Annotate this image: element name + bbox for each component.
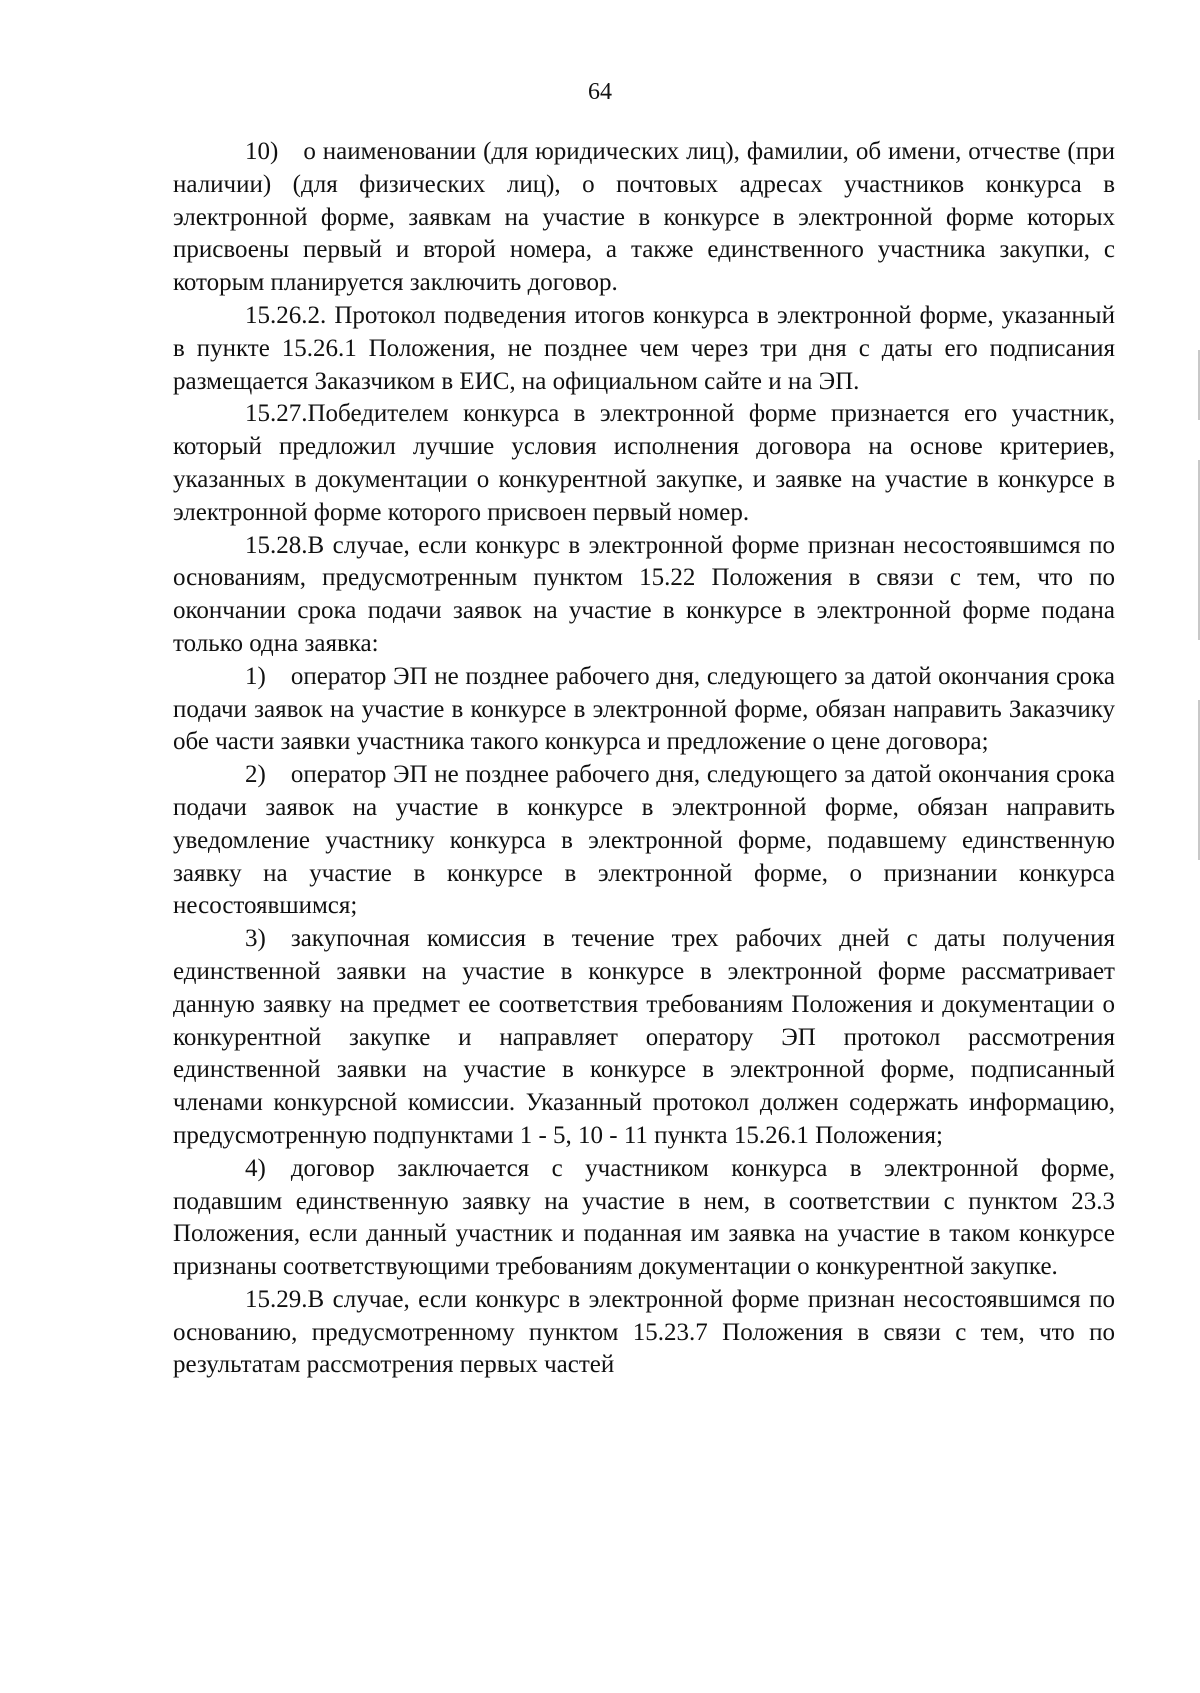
list-item-3: 3) закупочная комиссия в течение трех рабочих дней с даты получения единственной заявки на участие в конкурсе в электронной форме рассматривает данную заявку на предмет ее соответствия требованиям Положения и документации о конкурентной закупке и направляет оператору ЭП протокол рассмотрения единственной заявки на участие в конкурсе в электронной форме, подписанный членами конкурсной комиссии. Указанный протокол должен содержать информацию, предусмотренную подпунктами 1 - 5, 10 - 11 пункта 15.26.1 Положения; bbox=[173, 925, 1115, 1149]
document-body bbox=[173, 136, 1115, 1382]
paragraph-10-participants-info: 10) о наименовании (для юридических лиц), фамилии, об имени, отчестве (при наличии) (для физических лиц), о почтовых адресах участников конкурса в электронной форме, заявкам на участие в конкурсе в электронной форме которых присвоены первый и второй номера, а также единственного участника закупки, с которым планируется заключить договор. bbox=[173, 138, 1115, 297]
page-number: 64 bbox=[588, 79, 612, 105]
paragraph-15-26-2: 15.26.2. Протокол подведения итогов конкурса в электронной форме, указанный в пункте 15.26.1 Положения, не позднее чем через три дня с даты его подписания размещается Заказчиком в ЕИС, на официальном сайте и на ЭП. bbox=[173, 301, 1115, 395]
paragraph-15-27: 15.27.Победителем конкурса в электронной форме признается его участник, который предложил лучшие условия исполнения договора на основе критериев, указанных в документации о конкурентной закупке, и заявке на участие в конкурсе в электронной форме которого присвоен первый номер. bbox=[173, 400, 1115, 526]
list-item-4: 4) договор заключается с участником конкурса в электронной форме, подавшим единственную заявку на участие в нем, в соответствии с пунктом 23.3 Положения, если данный участник и поданная им заявка на участие в таком конкурсе признаны соответствующими требованиям документации о конкурентной закупке. bbox=[173, 1154, 1115, 1281]
paragraph-15-28: 15.28.В случае, если конкурс в электронной форме признан несостоявшимся по основаниям, предусмотренным пунктом 15.22 Положения в связи с тем, что по окончании срока подачи заявок на участие в конкурсе в электронной форме подана только одна заявка: bbox=[173, 531, 1115, 657]
list-item-1: 1) оператор ЭП не позднее рабочего дня, следующего за датой окончания срока подачи заявок на участие в конкурсе в электронной форме, обязан направить Заказчику обе части заявки участника такого конкурса и предложение о цене договора; bbox=[173, 662, 1115, 756]
list-item-2: 2) оператор ЭП не позднее рабочего дня, следующего за датой окончания срока подачи заявок на участие в конкурсе в электронной форме, обязан направить уведомление участнику конкурса в электронной форме, подавшему единственную заявку на участие в конкурсе в электронной форме, о признании конкурса несостоявшимся; bbox=[173, 761, 1115, 920]
paragraph-15-29: 15.29.В случае, если конкурс в электронной форме признан несостоявшимся по основанию, предусмотренному пунктом 15.23.7 Положения в связи с тем, что по результатам рассмотрения первых частей bbox=[173, 1285, 1115, 1379]
